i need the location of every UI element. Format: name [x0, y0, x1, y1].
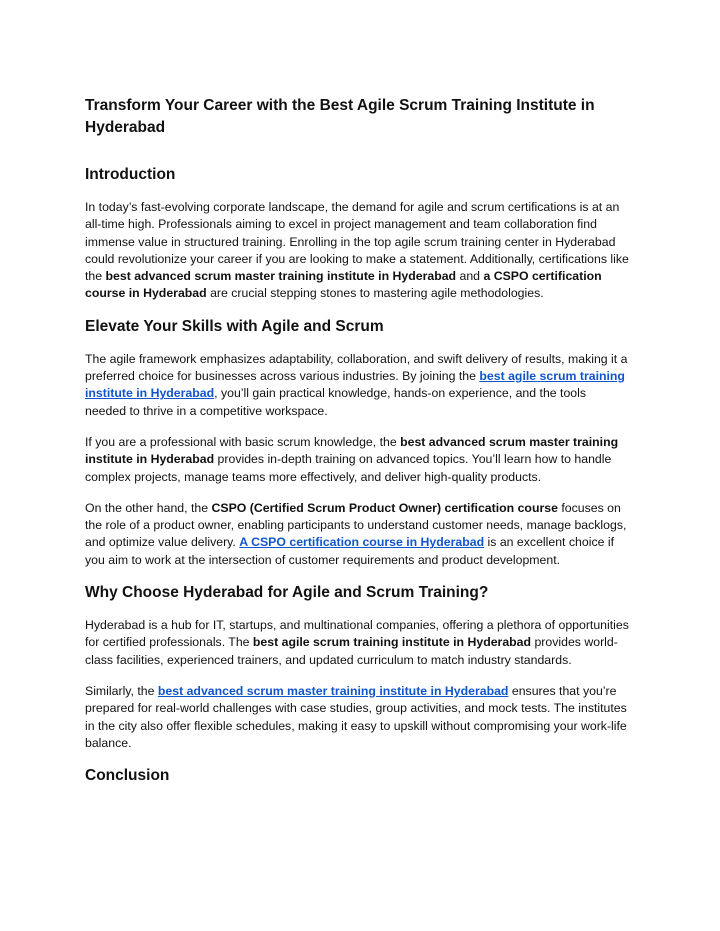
paragraph-why-2 — [85, 683, 630, 752]
paragraph-elevate-3 — [85, 500, 630, 569]
text-run: On the other hand, the — [85, 500, 212, 515]
section-elevate — [85, 317, 630, 569]
bold-text: best advanced scrum master training institute in Hyderabad — [85, 434, 619, 467]
text-run: and — [456, 269, 484, 284]
section-why-hyderabad — [85, 583, 630, 752]
link-best-advanced-scrum-master-institute[interactable]: best advanced scrum master training institute in Hyderabad — [157, 683, 509, 698]
bold-text: best agile scrum training institute in Hyderabad — [252, 635, 532, 650]
section-conclusion — [85, 766, 630, 786]
heading-why-hyderabad: Why Choose Hyderabad for Agile and Scrum Training? — [85, 584, 489, 602]
paragraph-elevate-2 — [85, 434, 630, 486]
paragraph-elevate-1 — [85, 351, 630, 420]
bold-text: best advanced scrum master training institute in Hyderabad — [105, 269, 457, 284]
document-title: Transform Your Career with the Best Agile Scrum Training Institute in Hyderabad — [85, 97, 595, 136]
heading-elevate: Elevate Your Skills with Agile and Scrum — [85, 317, 384, 335]
text-run: provides world-class facilities, experienced trainers, and updated curriculum to match industry standards. — [85, 635, 618, 667]
text-run: The agile framework emphasizes adaptability, collaboration, and swift delivery of results, making it a preferred choice for businesses across various industries. By joining the — [85, 351, 628, 384]
link-cspo-certification-course[interactable]: A CSPO certification course in Hyderabad — [239, 535, 485, 550]
text-run: are crucial stepping stones to mastering agile methodologies. — [206, 286, 544, 301]
text-run: Similarly, the — [85, 683, 158, 698]
bold-text: a CSPO certification course in Hyderabad — [85, 269, 602, 301]
text-run: , you’ll gain practical knowledge, hands-on experience, and the tools needed to thrive in a competitive workspace. — [85, 386, 587, 418]
link-best-agile-scrum-institute[interactable]: best agile scrum training institute in Hyderabad — [85, 369, 625, 401]
paragraph-why-1 — [85, 617, 630, 669]
bold-text: CSPO (Certified Scrum Product Owner) certification course — [211, 500, 558, 515]
section-introduction — [85, 165, 630, 303]
text-run: ensures that you’re prepared for real-world challenges with case studies, group activities, and mock tests. The institutes in the city also offer flexible schedules, making it easy to upskill without compromising your work-life balance. — [85, 683, 627, 750]
heading-conclusion: Conclusion — [85, 767, 170, 785]
text-run: focuses on the role of a product owner, enabling participants to understand customer needs, manage backlogs, and optimize value delivery. — [85, 500, 627, 550]
text-run: is an excellent choice if you aim to work at the intersection of customer requirements and product development. — [85, 535, 614, 567]
paragraph-introduction — [85, 199, 630, 303]
text-run: provides in-depth training on advanced topics. You’ll learn how to handle complex projects, manage teams more effectively, and deliver high-quality products. — [85, 452, 612, 484]
text-run: In today’s fast-evolving corporate landscape, the demand for agile and scrum certifications is at an all-time high. Professionals aiming to excel in project management and team collaboration find immense value in structured training. Enrolling in the top agile scrum training center in Hyderabad could revolutionize your career if you are looking to make a statement. Additionally, certifications like the — [85, 200, 629, 284]
heading-introduction: Introduction — [85, 166, 176, 183]
text-run: If you are a professional with basic scrum knowledge, the — [85, 434, 401, 449]
text-run: Hyderabad is a hub for IT, startups, and multinational companies, offering a plethora of opportunities for certified professionals. The — [85, 618, 629, 650]
